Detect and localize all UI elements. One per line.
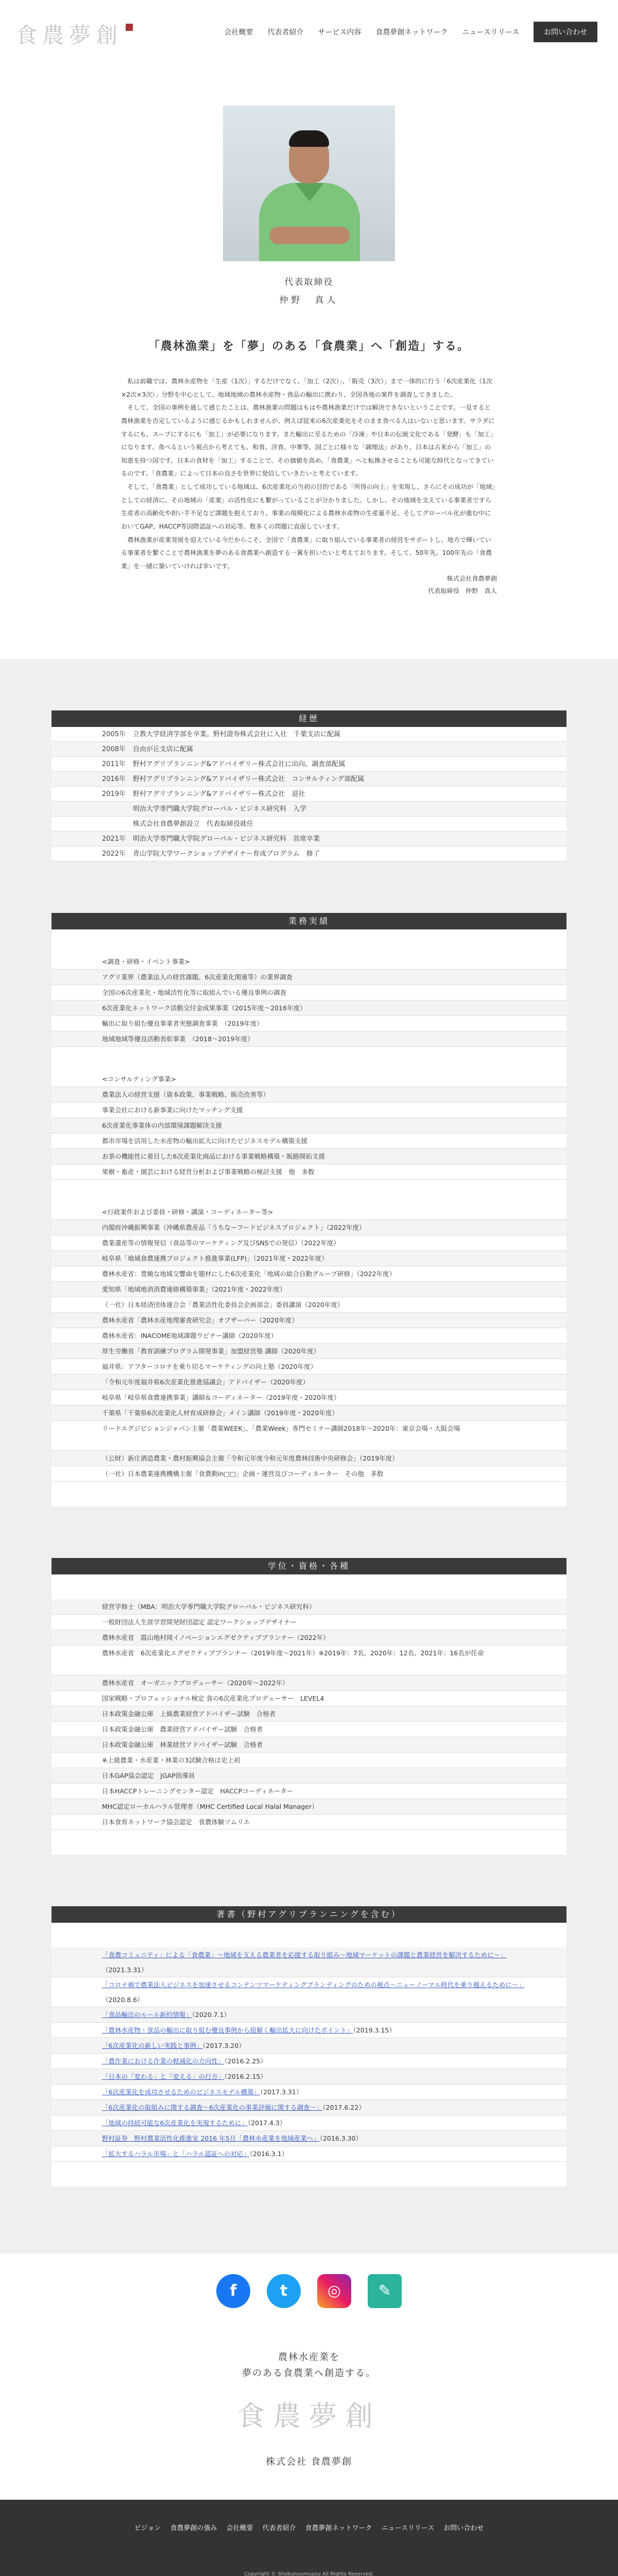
works-item: 都市市場を活用した水産物の輸出拡大に向けたビジネスモデル構築支援 [52, 1133, 566, 1149]
publication-date: （2017.3.31） [260, 2088, 303, 2096]
history-row [52, 772, 566, 787]
history-year: 2016年 [102, 775, 126, 783]
footer-nav-link[interactable]: ビジョン [134, 2524, 161, 2532]
works-item: 愛知県「地域地消消費連絡構築事業」（2021年度・2022年度） [52, 1282, 566, 1297]
history-row [52, 817, 566, 832]
representative-profile [0, 106, 618, 306]
qualification-item: 経営学修士（MBA：明治大学専門職大学院グローバル・ビジネス研究科） [52, 1599, 566, 1615]
representative-role: 代表取締役 [284, 277, 334, 287]
history-year: 2005年 [102, 730, 126, 738]
representative-message [121, 375, 497, 597]
publication-item [52, 2100, 566, 2115]
group-spacer [52, 2162, 566, 2187]
publication-date: （2017.4.3） [247, 2119, 286, 2127]
history-detail: 野村アグリプランニング&アドバイザリー株式会社に出向。調査部配属 [133, 760, 346, 768]
signature [121, 573, 497, 597]
publication-item [52, 2007, 566, 2023]
footer-nav-link[interactable]: 食農夢創の強み [170, 2524, 217, 2532]
contact-button[interactable]: お問い合わせ [534, 22, 597, 42]
works-item: 6次産業化事業体の内部環境課題解決支援 [52, 1118, 566, 1133]
footer-nav [0, 2500, 618, 2532]
history-table [52, 727, 566, 861]
history-detail: 自由が丘支店に配属 [133, 745, 194, 753]
history-year [52, 802, 133, 816]
publication-item [52, 2115, 566, 2131]
works-item: 輸出に取り組む優良事業者実態調査事業 （2019年度） [52, 1016, 566, 1031]
message-paragraph: そして、「食農業」として成功している地域は、6次産業化の当初の目的である「所得の向上」を実現し、さらにその成功が「地域」としての経済に、その地域の「産業」の活性化にも繋がっていることが分かりました。しかし、その地域を支えている事業者ですら生産者の高齢化や担い手不足など課題を抱えており、事業の規模化による農林水産物の生産量不足、そしてグローバル化が進む中においてGAP、HACCP等国際認証への対応等、数多くの問題に直面しています。 [121, 483, 495, 530]
works-item: 岐阜県「地域食農連携プロジェクト推進事業(LFP)」（2021年度・2022年度） [52, 1251, 566, 1266]
works-item: 農業遺産等の情報発信（食品等のマーケティング及びSNSでの発信）（2022年度） [52, 1235, 566, 1251]
history-row [52, 832, 566, 846]
tagline: 「農林漁業」を「夢」のある「食農業」へ「創造」する。 [148, 340, 470, 353]
nav-network[interactable]: 食農夢創ネットワーク [375, 28, 448, 37]
works-item: リードエグジビションジャパン主催「農業WEEK」、「農業Week」専門セミナー講師2018年〜2020年：東京会場・大阪会場 [52, 1421, 566, 1451]
publication-date: （2020.8.6） [102, 1995, 144, 2004]
nav-representative[interactable]: 代表者紹介 [267, 28, 304, 37]
footer-nav-link[interactable]: ニュースリリース [381, 2524, 435, 2532]
footer-nav-link[interactable]: お問い合わせ [443, 2524, 484, 2532]
qualification-item: 農林水産省 オーガニックプロデューサー（2020年〜2022年） [52, 1675, 566, 1691]
nav-company[interactable]: 会社概要 [224, 28, 253, 37]
history-row [52, 787, 566, 802]
instagram-icon[interactable]: ◎ [317, 2274, 351, 2308]
representative-name: 仲野 真人 [279, 295, 339, 306]
publication-date: （2016.3.1） [249, 2149, 288, 2158]
group-spacer [52, 1830, 566, 1855]
publication-link[interactable]: 「6次産業化の取組みに関する調査〜6次産業化の事業評価に関する調査〜」 [102, 2103, 323, 2111]
works-item: 全国の6次産業化・地域活性化等に取組んでいる優良事例の調査 [52, 985, 566, 1001]
qualification-item: 日本政策金融公庫 林業経営アドバイザー試験 合格者 [52, 1737, 566, 1753]
slogan-line: 夢のある食農業へ創造する。 [242, 2368, 376, 2379]
publication-link[interactable]: 「食農コミュニティ」による「食農業」〜地域を支える農業者を応援する取り組み〜地域マーケットの課題と農業経営を解決するために〜」 [102, 1951, 507, 1959]
works-item: （公財）新庄酒造農業・農村振興協会主催「令和元年度今和元年度農林技術中央研修会」（2019年度） [52, 1451, 566, 1466]
twitter-icon[interactable]: t [267, 2274, 301, 2308]
qualification-item: 日本HACCPトレーニングセンター認定 HACCPコーディネーター [52, 1784, 566, 1799]
history-year: 2022年 [102, 850, 126, 858]
publication-link[interactable]: 野村証券 野村農業活性化推進室 2016 年5月「農林水産業を地域産業へ」 [102, 2134, 320, 2142]
works-item: 農業法人の経営支援（資本政策、事業戦略、販売改善等） [52, 1087, 566, 1103]
publication-link[interactable]: 「食品輸出のルール新約情報」 [102, 2010, 192, 2019]
works-item: （一社）日本農業連携機構主催「食農動in□□」企画・運営及びコーディネーター その他 多数 [52, 1466, 566, 1482]
history-year [52, 817, 133, 831]
publication-item [52, 2084, 566, 2100]
works-group-heading: <コンサルティング事業> [52, 1072, 566, 1087]
representative-photo [223, 106, 395, 261]
site-header [0, 0, 618, 62]
publication-link[interactable]: 「6次産業化の新しい実践と事例」 [102, 2041, 203, 2049]
history-detail: 明治大学専門職大学院グローバル・ビジネス研究科 入学 [133, 805, 306, 813]
history-section [52, 710, 566, 861]
qualification-item: 日本政策金融公庫 農業経営アドバイザー試験 合格者 [52, 1722, 566, 1737]
works-item: 「令和元年度福井県6次産業化推進協議会」アドバイザー（2020年度） [52, 1375, 566, 1390]
qualification-item: 一般財団法人生涯学習開発財団認定 認定ワークショップデザイナー [52, 1615, 566, 1630]
publication-item [52, 2054, 566, 2069]
publication-date: （2016.2.25） [224, 2057, 267, 2065]
site-footer [0, 2500, 618, 2576]
footer-logo[interactable]: 食農夢創 [237, 2399, 381, 2432]
publications-table [52, 1923, 566, 2187]
works-table [52, 929, 566, 1506]
slogan-line: 農林水産業を [278, 2351, 340, 2363]
social-links [0, 2274, 618, 2308]
site-logo[interactable] [15, 19, 133, 49]
publication-link[interactable]: 「6次産業化を成功させるためのビジネスモデル構築」 [102, 2088, 260, 2096]
history-row [52, 742, 566, 757]
works-item: 農林水産省：豊饒な地域交響曲を題材にした6次産業化「地域の総合自動グループ研修」（2022年度） [52, 1266, 566, 1282]
history-detail: 明治大学専門職大学院グローバル・ビジネス研究科 首席卒業 [133, 835, 320, 843]
footer-nav-link[interactable]: 会社概要 [226, 2524, 253, 2532]
works-item: 地域地域等優良活動表彰事業 （2018〜2019年度） [52, 1031, 566, 1047]
publication-item [52, 2131, 566, 2146]
qualifications-table [52, 1574, 566, 1855]
publication-date: （2021.3.31） [102, 1965, 148, 1974]
history-title: 経歴 [52, 710, 566, 727]
works-item: 農林水産省：INACOME地域課題ウビナー講師（2020年度） [52, 1328, 566, 1344]
group-spacer [52, 929, 566, 954]
publications-title: 著書（野村アグリプランニングを含む） [52, 1906, 566, 1923]
qualification-item: 日本政策金融公庫 上級農業経営アドバイザー試験 合格者 [52, 1706, 566, 1722]
history-detail: 野村アグリプランニング&アドバイザリー株式会社 コンサルティング部配属 [133, 775, 365, 783]
publication-item [52, 1977, 566, 2007]
works-item: 6次産業化ネットワーク活動交付金成果事業（2015年度〜2016年度） [52, 1001, 566, 1016]
works-item: アグリ業界（農業法人の経営課題、6次産業化関連等）の業界調査 [52, 970, 566, 985]
works-item: 岐阜県「岐阜県食農連携事業」講師＆コーディネーター（2019年度・2020年度） [52, 1390, 566, 1405]
message-paragraph: 私は前職では、農林水産物を「生産（1次）」するだけでなく、「加工（2次）」、「販売（3次）」まで一体的に行う「6次産業化（1次×2次×3次）」分野を中心として、地域地域の農林水産物・食品の輸出に携わり、全国各地の案件を調査してきました。 [121, 378, 492, 398]
history-detail: 野村アグリプランニング&アドバイザリー株式会社 退社 [133, 790, 305, 798]
publication-link[interactable]: 「コロナ禍で農業法人ビジネスを加速させるコンテンツマーケティングブランディングのための視点〜ニューノーマル時代を乗り越えるために〜」 [102, 1980, 525, 1989]
history-year: 2008年 [102, 745, 126, 753]
history-row [52, 727, 566, 742]
works-group-heading: <行政案件および委員・研修・講演・コーディネーター等> [52, 1205, 566, 1220]
history-year: 2021年 [102, 835, 126, 843]
qualification-item: 農林水産省 霞山地村岡イノベーションエグゼクティブプランナー（2022年） [52, 1630, 566, 1646]
nav-services[interactable]: サービス内容 [318, 28, 362, 37]
note-icon[interactable]: ✎ [368, 2274, 402, 2308]
qualification-item: 国家戦略・プロフェッショナル検定 食の6次産業化プロデューサー LEVEL4 [52, 1691, 566, 1706]
publication-link[interactable]: 「日本の「変わる」と「変える」の行方」 [102, 2072, 225, 2080]
publication-item [52, 2069, 566, 2084]
history-row [52, 757, 566, 772]
qualification-item: 農林水産省 6次産業化エグゼクティブプランナー（2019年度〜2021年）※2019年：7名、2020年：12名、2021年：16名が任命 [52, 1646, 566, 1675]
facebook-icon[interactable]: f [216, 2274, 250, 2308]
footer-company-name: 株式会社 食農夢創 [266, 2456, 352, 2467]
history-row [52, 802, 566, 817]
group-spacer [52, 1574, 566, 1599]
publication-item [52, 1947, 566, 1977]
footer-nav-link[interactable]: 食農夢創ネットワーク [305, 2524, 372, 2532]
works-item: （一社）日本経済団体連合会「農業活性化委員会企画部会」委員講演（2020年度） [52, 1297, 566, 1313]
history-detail: 立教大学経済学部を卒業。野村證券株式会社に入社 千葉支店に配属 [133, 730, 341, 738]
message-paragraph: そして、全国の事例を通して感じたことは、農林漁業の問題はもはや農林漁業だけでは解決できないということです。一見すると農林漁業を否定しているように感じるかもしれませんが、例えば従来の6次産業化をそのまま食べる人はいないと思います。サラダにするにも、スープにするにも「加工」が必要になります。また輸出に至るための「冷凍」や日本の伝統文化である「発酵」も「加工」になります。食べるという視点から考えても、和食、洋食、中華等、国ごとに様々な「調理法」があり、日本は古来から「加工」の知恵を持つ国です。日本の食材を「加工」することで、その価値を高め、「食農業」へと転換させることも可能な時代となってきているのです。「食農業」によって日本の良さを世界に発信していきたいと考えています。 [121, 404, 497, 478]
publication-link[interactable]: 「農林水産物・食品の輸出に取り組む優良事例から紐解く輸出拡大に向けたポイント」 [102, 2026, 353, 2034]
publication-link[interactable]: 「拡大するハラル市場」と「ハラル認証への対応」 [102, 2149, 250, 2158]
copyright: Copyright © Shokunoumusou All Rights Reserved. [244, 2571, 374, 2576]
publication-date: （2016.2.15） [224, 2072, 267, 2080]
group-spacer [52, 1482, 566, 1506]
publication-link[interactable]: 「地域の持続可能な6次産業化を実現するために」 [102, 2119, 248, 2127]
signature-title: 代表取締役 仲野 真人 [427, 587, 497, 595]
group-spacer [52, 1923, 566, 1947]
works-item: 農林水産省「農林水産地理審査研究会」オブザーバー（2020年度） [52, 1313, 566, 1328]
signature-company: 株式会社食農夢創 [447, 575, 497, 583]
history-detail: 青山学院大学ワークショップデザイナー育成プログラム 修了 [133, 850, 320, 858]
group-spacer [52, 1180, 566, 1205]
works-item: 厚生労働省「教育訓練プログラム開発事業」加盟経営塾 講師（2020年度） [52, 1344, 566, 1359]
history-year: 2011年 [102, 760, 126, 768]
publication-date: （2017.6.22） [322, 2103, 365, 2111]
works-item: 千葉県「千葉県6次産業化人材育成研修会」メイン講師（2019年度・2020年度） [52, 1405, 566, 1421]
qualification-item: 日本GAP協会認定 JGAP指導員 [52, 1768, 566, 1784]
publication-date: （2016.3.30） [319, 2134, 363, 2142]
works-item: お茶の機能性に着目した6次産業化商品における事業戦略構築・販路開拓支援 [52, 1149, 566, 1164]
works-item: 果樹・畜産・園芸における経営分析および事業戦略の検討支援 他 多数 [52, 1164, 566, 1180]
publication-item [52, 2038, 566, 2054]
history-detail: 株式会社食農夢創設立 代表取締役就任 [133, 820, 254, 828]
publication-date: （2020.7.1） [192, 2010, 231, 2019]
nav-news[interactable]: ニュースリリース [462, 28, 519, 37]
works-item: 福井県：アフターコロナを乗り切るマーケティングの向上塾（2020年度） [52, 1359, 566, 1375]
qualification-item: 日本食育ネットワーク協会認定 食農体験ソムリエ [52, 1815, 566, 1830]
publications-section [52, 1906, 566, 2187]
logo-seal [126, 24, 133, 31]
publication-link[interactable]: 「農作業における作業の軽減化の方向性」 [102, 2057, 225, 2065]
works-section [52, 913, 566, 1506]
group-spacer [52, 1047, 566, 1072]
footer-nav-link[interactable]: 代表者紹介 [262, 2524, 296, 2532]
works-item: 事業会社における新事業に向けたマッチング支援 [52, 1103, 566, 1118]
logo-text: 食農夢創 [15, 23, 123, 48]
qualification-item: MHC認定ローカルハラル管理者（MHC Certified Local Halal Manager） [52, 1799, 566, 1815]
qualification-item: ※上級農業・水産業・林業の3試験合格は史上初 [52, 1753, 566, 1768]
history-row [52, 846, 566, 861]
profile-details-band [0, 659, 618, 2253]
publication-date: （2019.3.15） [353, 2026, 396, 2034]
publication-date: （2017.3.20） [202, 2041, 245, 2049]
main-nav [224, 22, 597, 42]
history-year: 2019年 [102, 790, 126, 798]
works-group-heading: <調査・研修・イベント事業> [52, 954, 566, 970]
publication-item [52, 2023, 566, 2038]
footer-slogan [0, 2349, 618, 2382]
publication-item [52, 2146, 566, 2162]
message-paragraph: 農林漁業が産業発展を迎えている今だからこそ、全国で「食農業」に取り組んでいる事業者の経営をサポートし、地方で輝いている事業者を繋ぐことで農林漁業を夢のある食農業へ創造する一翼を担いたいと考えております。そして、50年先、100年先の「食農業」を一緒に築いていければ幸いです。 [121, 536, 492, 570]
works-title: 業務実績 [52, 913, 566, 929]
qualifications-section [52, 1558, 566, 1855]
qualifications-title: 学位・資格・各種 [52, 1558, 566, 1574]
works-item: 内閣府沖縄振興事業（沖縄県農産品「うちなーフードビジネスプロジェクト」（2022年度） [52, 1220, 566, 1235]
